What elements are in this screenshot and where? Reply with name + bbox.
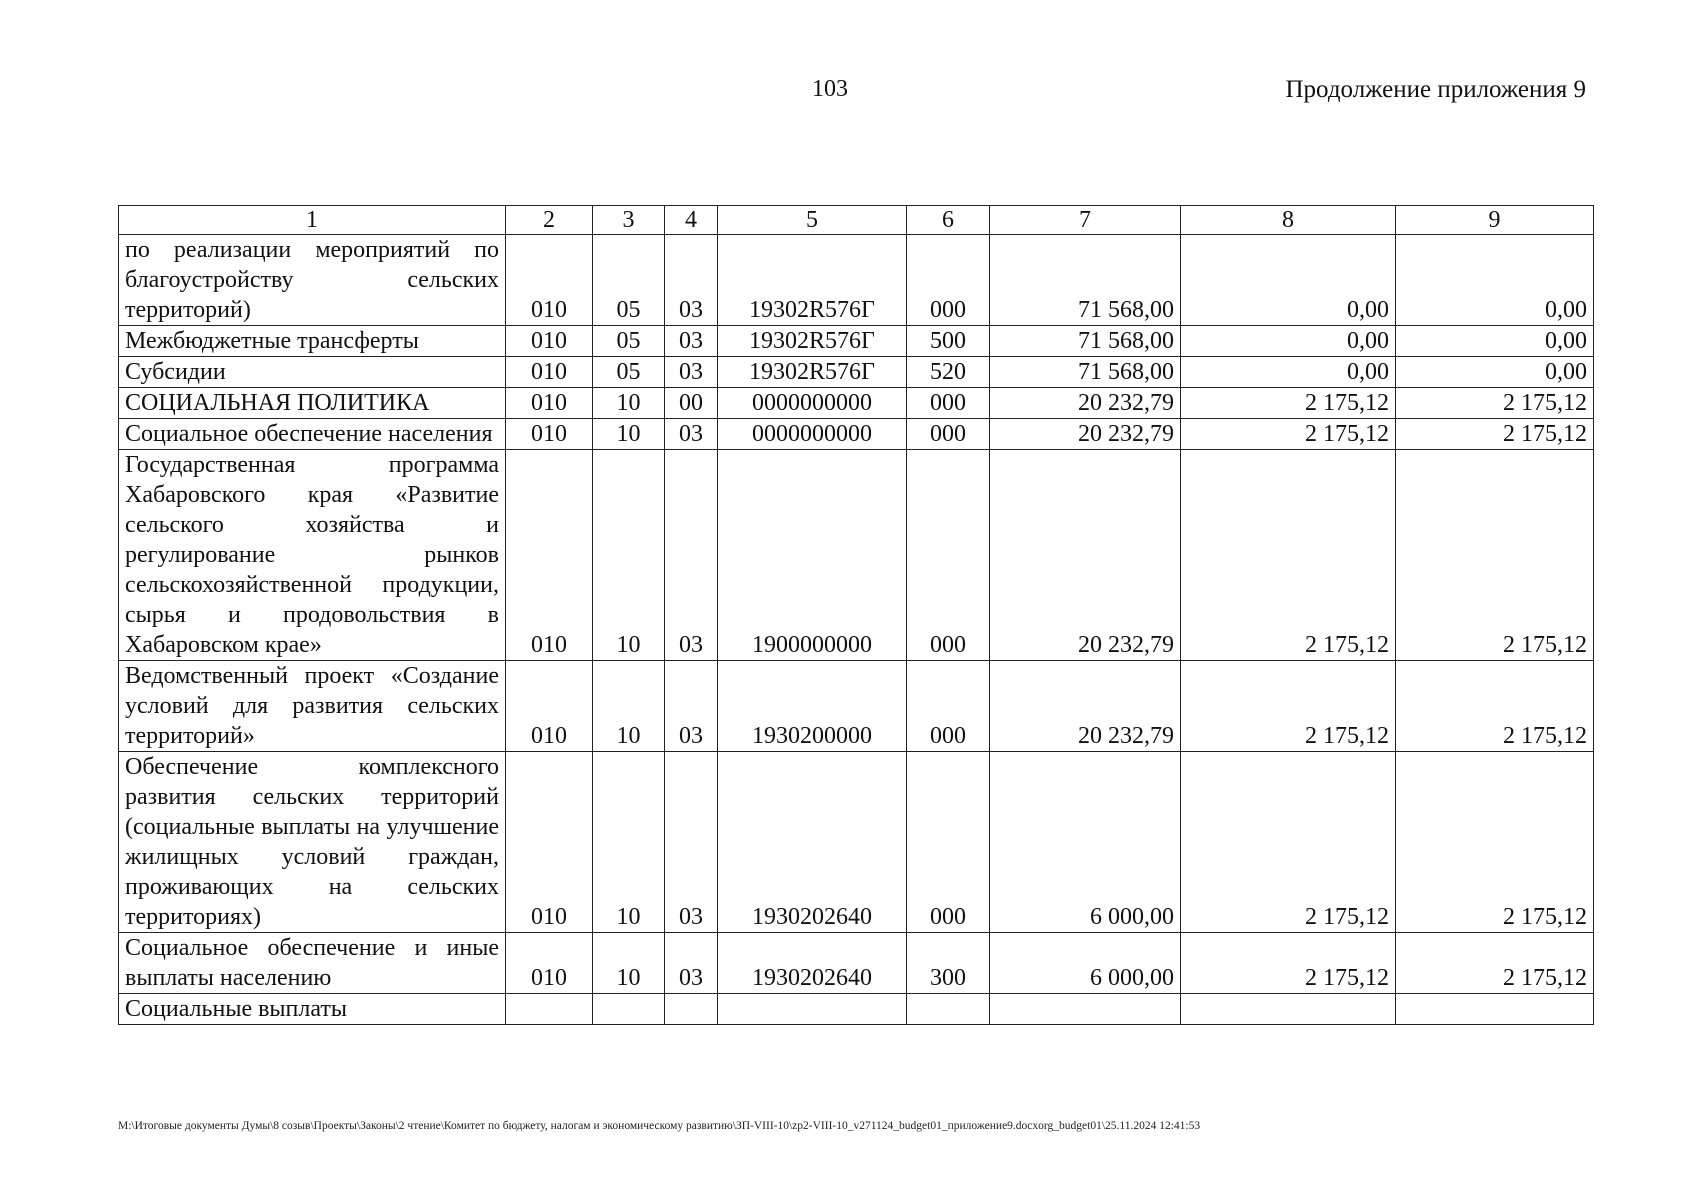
- cell-code-6: [907, 994, 990, 1025]
- cell-amount-9: 0,00: [1396, 235, 1594, 326]
- cell-amount-9: 2 175,12: [1396, 661, 1594, 752]
- cell-code-2: 010: [506, 450, 593, 661]
- column-header: 7: [990, 206, 1181, 235]
- cell-code-6: 000: [907, 235, 990, 326]
- cell-code-5: 1930202640: [718, 752, 907, 933]
- table-row: [119, 419, 1594, 450]
- cell-code-5: 1930200000: [718, 661, 907, 752]
- row-name: Межбюджетные трансферты: [119, 326, 506, 357]
- cell-amount-7: [990, 994, 1181, 1025]
- table-row: [119, 235, 1594, 326]
- table-row: [119, 326, 1594, 357]
- cell-code-3: 05: [593, 326, 665, 357]
- cell-amount-9: 0,00: [1396, 326, 1594, 357]
- cell-code-5: 19302R576Г: [718, 357, 907, 388]
- file-path-footer: M:\Итоговые документы Думы\8 созыв\Проекты\Законы\2 чтение\Комитет по бюджету, налогам и экономическому развитию\ЗП-VIII-10\zp2-VIII-10_v271124_budget01_приложение9.docxorg_budget01\25.11.2024 12:41:53: [118, 1120, 1201, 1132]
- table-row: [119, 933, 1594, 994]
- row-name: Ведомственный проект «Создание условий для развития сельских территорий»: [119, 661, 506, 752]
- cell-amount-8: 2 175,12: [1181, 661, 1396, 752]
- cell-amount-7: 71 568,00: [990, 357, 1181, 388]
- budget-table: [118, 205, 1594, 1025]
- row-name: Социальное обеспечение и иные выплаты населению: [119, 933, 506, 994]
- row-name: Социальные выплаты: [119, 994, 506, 1025]
- cell-code-4: 03: [665, 661, 718, 752]
- cell-amount-9: 2 175,12: [1396, 388, 1594, 419]
- cell-code-2: [506, 994, 593, 1025]
- cell-code-6: 300: [907, 933, 990, 994]
- row-name: Государственная программа Хабаровского края «Развитие сельского хозяйства и регулирование рынков сельскохозяйственной продукции, сырья и продовольствия в Хабаровском крае»: [119, 450, 506, 661]
- column-header: 4: [665, 206, 718, 235]
- cell-code-5: 1930202640: [718, 933, 907, 994]
- column-header: 9: [1396, 206, 1594, 235]
- table-row: [119, 994, 1594, 1025]
- cell-amount-7: 20 232,79: [990, 388, 1181, 419]
- cell-amount-7: 20 232,79: [990, 419, 1181, 450]
- table-header-row: [119, 206, 1594, 235]
- cell-code-4: 03: [665, 235, 718, 326]
- cell-code-2: 010: [506, 419, 593, 450]
- cell-code-3: 10: [593, 419, 665, 450]
- cell-amount-8: 0,00: [1181, 357, 1396, 388]
- cell-code-2: 010: [506, 357, 593, 388]
- table-row: [119, 450, 1594, 661]
- column-header: 3: [593, 206, 665, 235]
- cell-code-3: [593, 994, 665, 1025]
- cell-amount-8: 2 175,12: [1181, 419, 1396, 450]
- cell-code-5: [718, 994, 907, 1025]
- cell-code-4: 03: [665, 752, 718, 933]
- cell-code-6: 000: [907, 419, 990, 450]
- cell-code-3: 05: [593, 357, 665, 388]
- cell-amount-8: [1181, 994, 1396, 1025]
- table-row: [119, 388, 1594, 419]
- cell-code-2: 010: [506, 235, 593, 326]
- cell-code-4: 03: [665, 419, 718, 450]
- cell-amount-7: 20 232,79: [990, 450, 1181, 661]
- cell-amount-9: [1396, 994, 1594, 1025]
- cell-code-3: 10: [593, 933, 665, 994]
- cell-amount-9: 2 175,12: [1396, 933, 1594, 994]
- cell-code-6: 000: [907, 388, 990, 419]
- cell-amount-7: 6 000,00: [990, 933, 1181, 994]
- row-name: по реализации мероприятий по благоустройству сельских территорий): [119, 235, 506, 326]
- cell-code-5: 1900000000: [718, 450, 907, 661]
- cell-code-5: 19302R576Г: [718, 235, 907, 326]
- cell-code-4: 03: [665, 450, 718, 661]
- cell-amount-8: 2 175,12: [1181, 933, 1396, 994]
- cell-code-5: 19302R576Г: [718, 326, 907, 357]
- cell-amount-9: 2 175,12: [1396, 419, 1594, 450]
- column-header: 6: [907, 206, 990, 235]
- cell-code-4: 00: [665, 388, 718, 419]
- row-name: Обеспечение комплексного развития сельских территорий (социальные выплаты на улучшение жилищных условий граждан, проживающих на сельских территориях): [119, 752, 506, 933]
- cell-amount-8: 0,00: [1181, 326, 1396, 357]
- cell-code-3: 10: [593, 450, 665, 661]
- row-name: Субсидии: [119, 357, 506, 388]
- cell-amount-7: 6 000,00: [990, 752, 1181, 933]
- row-name: Социальное обеспечение населения: [119, 419, 506, 450]
- table-row: [119, 661, 1594, 752]
- continuation-title: Продолжение приложения 9: [1285, 76, 1586, 103]
- column-header: 1: [119, 206, 506, 235]
- cell-amount-8: 2 175,12: [1181, 450, 1396, 661]
- cell-code-5: 0000000000: [718, 388, 907, 419]
- cell-code-6: 520: [907, 357, 990, 388]
- column-header: 8: [1181, 206, 1396, 235]
- cell-code-2: 010: [506, 388, 593, 419]
- page-number: 103: [812, 76, 848, 102]
- cell-code-3: 05: [593, 235, 665, 326]
- table-row: [119, 752, 1594, 933]
- row-name: СОЦИАЛЬНАЯ ПОЛИТИКА: [119, 388, 506, 419]
- cell-code-3: 10: [593, 661, 665, 752]
- cell-amount-9: 2 175,12: [1396, 450, 1594, 661]
- cell-code-4: 03: [665, 357, 718, 388]
- table-row: [119, 357, 1594, 388]
- cell-code-6: 500: [907, 326, 990, 357]
- column-header: 5: [718, 206, 907, 235]
- cell-code-2: 010: [506, 661, 593, 752]
- cell-code-6: 000: [907, 450, 990, 661]
- cell-code-2: 010: [506, 326, 593, 357]
- cell-code-6: 000: [907, 661, 990, 752]
- cell-code-2: 010: [506, 752, 593, 933]
- cell-amount-7: 71 568,00: [990, 326, 1181, 357]
- column-header: 2: [506, 206, 593, 235]
- cell-code-3: 10: [593, 752, 665, 933]
- cell-code-4: [665, 994, 718, 1025]
- cell-amount-7: 71 568,00: [990, 235, 1181, 326]
- cell-amount-8: 2 175,12: [1181, 388, 1396, 419]
- cell-code-6: 000: [907, 752, 990, 933]
- cell-code-4: 03: [665, 933, 718, 994]
- cell-amount-8: 0,00: [1181, 235, 1396, 326]
- cell-amount-9: 0,00: [1396, 357, 1594, 388]
- cell-code-2: 010: [506, 933, 593, 994]
- cell-amount-7: 20 232,79: [990, 661, 1181, 752]
- cell-code-4: 03: [665, 326, 718, 357]
- cell-code-3: 10: [593, 388, 665, 419]
- cell-code-5: 0000000000: [718, 419, 907, 450]
- cell-amount-9: 2 175,12: [1396, 752, 1594, 933]
- cell-amount-8: 2 175,12: [1181, 752, 1396, 933]
